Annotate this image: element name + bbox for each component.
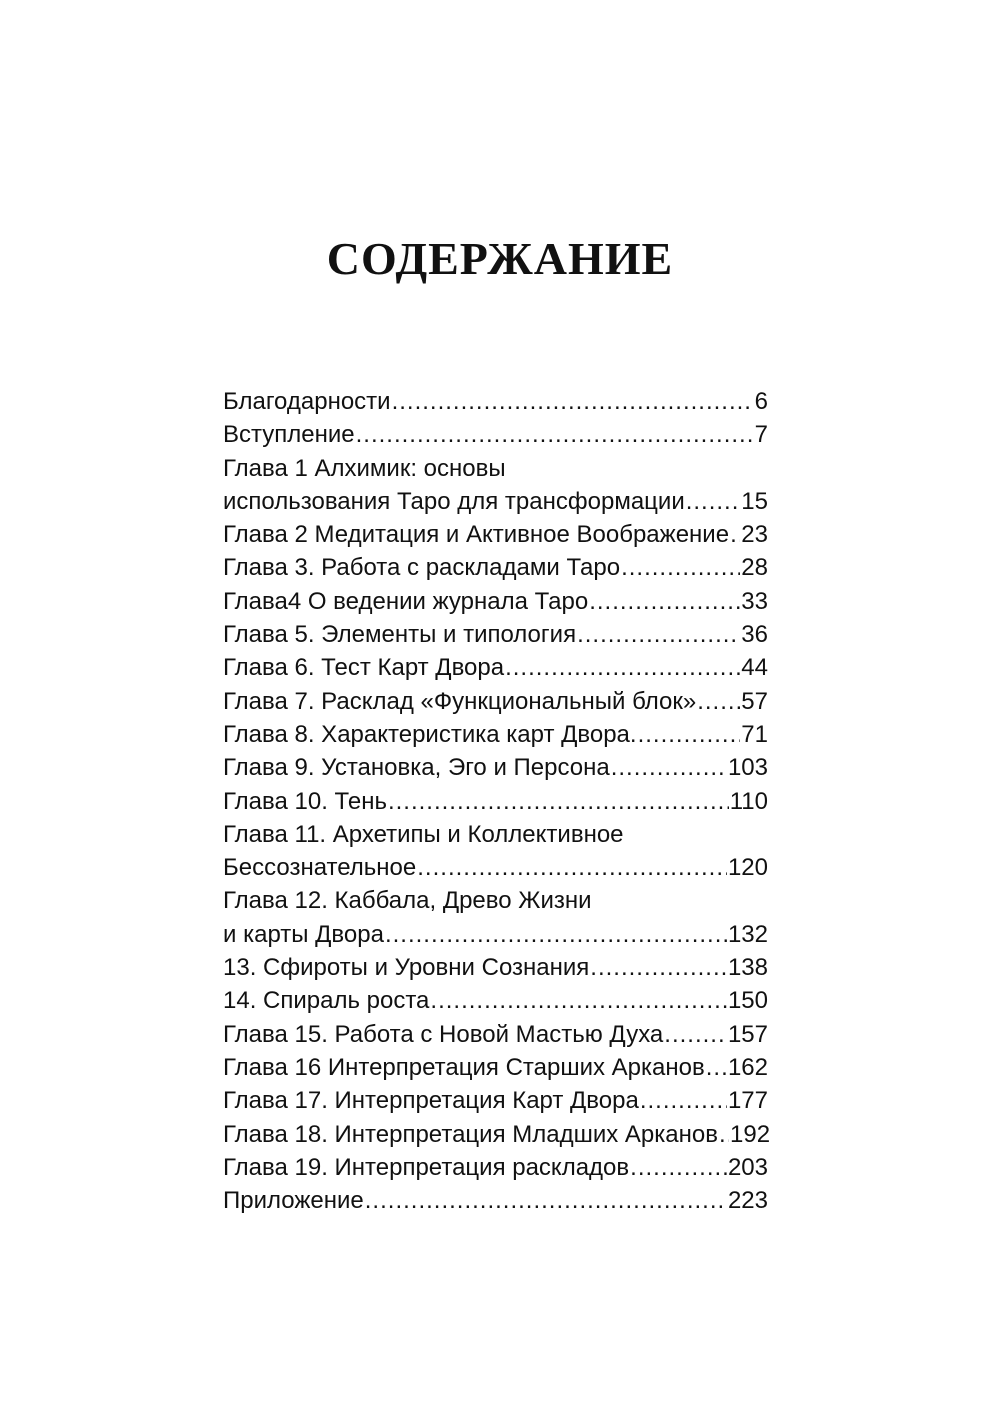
toc-entry: [223, 718, 768, 751]
dot-leader: [640, 1084, 727, 1117]
dot-leader: [430, 984, 727, 1017]
toc-page-number: 7: [754, 421, 768, 449]
toc-entry: [223, 518, 768, 551]
toc-page-number: 150: [727, 987, 768, 1015]
dot-leader: [611, 751, 727, 784]
toc-page-number: 192: [730, 1120, 771, 1148]
toc-entry: [223, 785, 768, 818]
toc-entry-title: Глава 5. Элементы и типология: [223, 621, 577, 649]
toc-entry: [223, 1084, 768, 1117]
dot-leader: [638, 718, 741, 751]
toc-page-number: 162: [727, 1053, 768, 1081]
toc-entry: [223, 984, 768, 1017]
dot-leader: [388, 785, 729, 818]
toc-entry: [223, 418, 768, 451]
dot-leader: [686, 485, 741, 518]
toc-entry-heading-line: [223, 884, 768, 917]
toc-entry-title-first-line: Глава 11. Архетипы и Коллективное: [223, 820, 624, 848]
toc-entry-heading-line: [223, 452, 768, 485]
toc-entry-title: Глава 2 Медитация и Активное Воображение: [223, 521, 730, 549]
toc-page-number: 203: [727, 1153, 768, 1181]
toc-entry-title: Глава 18. Интерпретация Младших Арканов: [223, 1120, 718, 1148]
toc-page-number: 132: [727, 920, 768, 948]
toc-entry-title: Приложение: [223, 1187, 364, 1215]
page-title: СОДЕРЖАНИЕ: [326, 233, 674, 284]
toc-entry-title: Глава 17. Интерпретация Карт Двора: [223, 1087, 639, 1115]
toc-entry: [223, 551, 768, 584]
toc-entry: [223, 1018, 768, 1051]
toc-entry-title: использования Таро для трансформации: [223, 487, 685, 515]
toc-entry-title: Благодарности: [223, 388, 391, 415]
toc-page-number: 120: [727, 854, 768, 882]
toc-page-number: 138: [727, 954, 768, 982]
toc-page-number: 110: [729, 787, 768, 815]
toc-entry: [223, 1118, 771, 1151]
toc-page-number: 15: [741, 487, 768, 515]
toc-page-number: 71: [741, 720, 768, 748]
dot-leader: [664, 1018, 727, 1051]
dot-leader: [706, 1051, 727, 1084]
toc-page-number: 33: [741, 587, 768, 615]
toc-entry: [223, 585, 768, 618]
toc-page-number: 6: [754, 388, 768, 415]
toc-entry-title: Глава 16 Интерпретация Старших Арканов: [223, 1053, 705, 1081]
dot-leader: [505, 651, 740, 684]
dot-leader: [417, 851, 727, 884]
toc-entry-title: Глава 6. Тест Карт Двора: [223, 654, 505, 682]
toc-page-number: 103: [727, 754, 768, 782]
dot-leader: [356, 418, 754, 451]
toc-entry: [223, 685, 768, 718]
dot-leader: [577, 618, 740, 651]
toc-page-number: 36: [741, 621, 768, 649]
toc-entry: [223, 851, 768, 884]
toc-page-number: 157: [727, 1020, 768, 1048]
dot-leader: [719, 1118, 729, 1151]
toc-entry: [223, 1051, 768, 1084]
dot-leader: [630, 1151, 727, 1184]
toc-page-number: 23: [741, 521, 768, 549]
toc-entry: [223, 618, 768, 651]
toc-page-number: 177: [727, 1087, 768, 1115]
dot-leader: [697, 685, 740, 718]
toc-page-number: 28: [741, 554, 768, 582]
table-of-contents: [223, 385, 771, 1217]
toc-entry: [223, 751, 768, 784]
toc-entry-title: Глава 3. Работа с раскладами Таро: [223, 554, 621, 582]
toc-page-number: 57: [741, 687, 768, 715]
toc-entry: [223, 651, 768, 684]
toc-entry-title: Глава 8. Характеристика карт Двора.: [223, 720, 637, 748]
toc-entry: [223, 385, 768, 418]
toc-entry: [223, 1184, 768, 1217]
toc-entry: [223, 951, 768, 984]
toc-entry: [223, 1151, 768, 1184]
toc-entry-title: Глава 7. Расклад «Функциональный блок»: [223, 687, 697, 715]
dot-leader: [392, 385, 754, 418]
dot-leader: [365, 1184, 727, 1217]
dot-leader: [590, 951, 727, 984]
toc-entry-title: и карты Двора: [223, 920, 384, 948]
toc-entry-title: Глава4 О ведении журнала Таро: [223, 587, 589, 615]
toc-entry-title: Глава 19. Интерпретация раскладов: [223, 1153, 630, 1181]
toc-page-number: 223: [727, 1187, 768, 1215]
toc-entry-title: Бессознательное: [223, 854, 417, 882]
toc-entry: [223, 918, 768, 951]
toc-entry-title: Глава 15. Работа с Новой Мастью Духа: [223, 1020, 664, 1048]
toc-entry-title: 14. Спираль роста: [223, 987, 430, 1015]
toc-entry: [223, 485, 768, 518]
toc-entry-heading-line: [223, 818, 768, 851]
toc-entry-title: Вступление: [223, 421, 355, 449]
dot-leader: [621, 551, 740, 584]
dot-leader: [589, 585, 740, 618]
toc-entry-title-first-line: Глава 1 Алхимик: основы: [223, 454, 506, 482]
toc-page-number: 44: [741, 654, 768, 682]
toc-entry-title-first-line: Глава 12. Каббала, Древо Жизни: [223, 887, 592, 915]
toc-entry-title: Глава 10. Тень: [223, 787, 387, 815]
dot-leader: [730, 518, 740, 551]
dot-leader: [385, 918, 727, 951]
toc-entry-title: Глава 9. Установка, Эго и Персона: [223, 754, 610, 782]
toc-entry-title: 13. Сфироты и Уровни Сознания: [223, 954, 590, 982]
